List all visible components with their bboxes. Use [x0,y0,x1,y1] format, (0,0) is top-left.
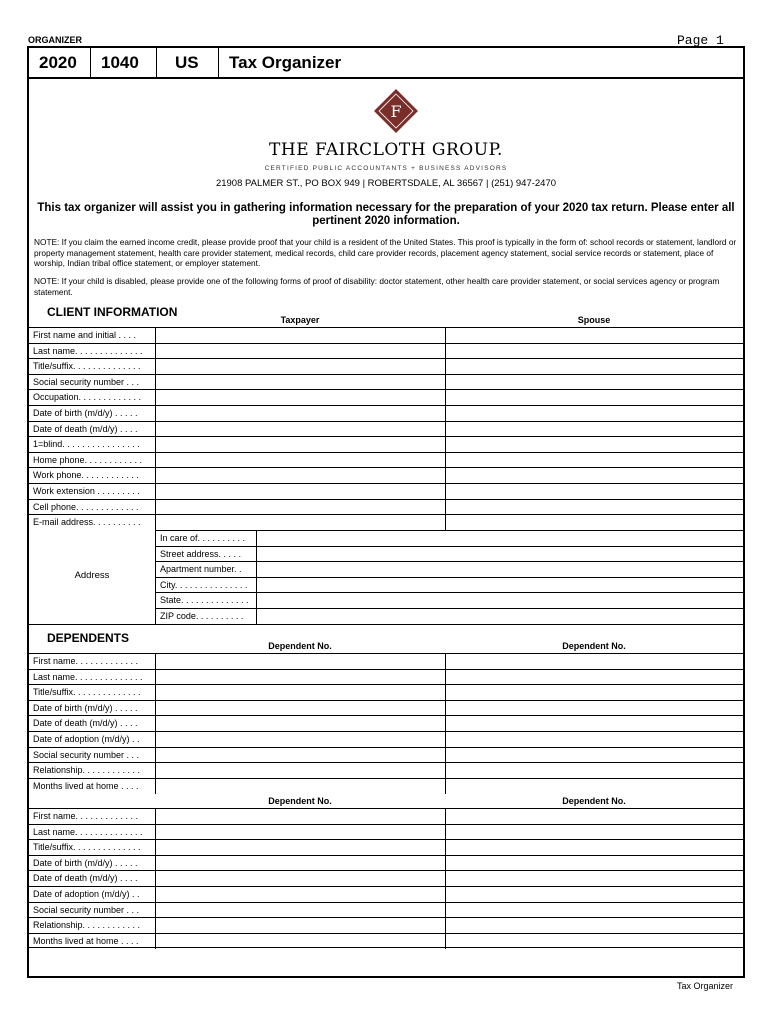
address-row [155,530,743,546]
form-row [29,917,743,933]
form-row [29,653,743,669]
entry-field[interactable] [155,468,445,484]
entry-field[interactable] [155,375,445,391]
entry-field[interactable] [445,437,743,453]
entry-field[interactable] [445,763,743,779]
form-row [29,684,743,700]
form-row [29,499,743,515]
row-label: Work extension . . . . . . . . . [33,486,140,496]
organizer-frame [27,46,745,978]
entry-field[interactable] [445,515,743,531]
row-label: Title/suffix. . . . . . . . . . . . . . [33,687,141,698]
form-row [29,700,743,716]
address-row [155,592,743,608]
row-label: Date of death (m/d/y) . . . . [33,718,138,729]
entry-field[interactable] [155,654,445,670]
firm-address: 21908 PALMER ST., PO BOX 949 | ROBERTSDALE, AL 36567 | (251) 947-2470 [215,178,557,189]
row-label: Months lived at home . . . . [33,935,139,946]
dependent-a2-head: Dependent No. [562,641,626,651]
row-label: Social security number . . . [33,376,140,387]
entry-field[interactable] [155,359,445,375]
form-row [29,358,743,374]
entry-field[interactable] [155,748,445,764]
note-eic: NOTE: If you claim the earned income credit, please provide proof that your child is a resident of the United States. This proof is typically in the form of: school records or statement, landlord or property management statement, health care provider statement, medical records, child care provider records, placement agency statement, social service records or statement, place of worship, Indian tribal office statement, or employer statement. [34,237,737,268]
entry-field[interactable] [445,468,743,484]
row-label: Last name. . . . . . . . . . . . . . [33,345,143,356]
address-row-label: ZIP code. . . . . . . . . . [160,611,244,621]
entry-field[interactable] [445,670,743,686]
intro-text [29,202,743,228]
header-title: Tax Organizer [229,52,342,72]
form-row [29,762,743,778]
entry-field[interactable] [445,732,743,748]
header-year: 2020 [29,48,91,77]
form-row [29,483,743,499]
address-row-label: In care of. . . . . . . . . . [160,533,246,543]
row-label: Last name. . . . . . . . . . . . . . [33,826,143,837]
row-label: Social security number . . . [33,749,140,760]
form-row [29,870,743,886]
address-row [155,561,743,577]
entry-field[interactable] [445,375,743,391]
entry-field[interactable] [155,918,445,934]
entry-field[interactable] [445,809,743,825]
entry-field[interactable] [155,685,445,701]
form-row [29,374,743,390]
address-entry-field[interactable] [256,531,744,547]
entry-field[interactable] [155,500,445,516]
page-number: Page 1 [677,33,724,48]
row-label: Relationship. . . . . . . . . . . . [33,765,141,776]
entry-field[interactable] [445,484,743,500]
row-label: Date of adoption (m/d/y) . . [33,889,140,899]
form-row [29,405,743,421]
firm-name: THE FAIRCLOTH GROUP. [269,140,503,160]
entry-field[interactable] [155,390,445,406]
row-label: Months lived at home . . . . [33,780,139,791]
address-row-label: Apartment number. . [160,564,242,575]
form-row [29,467,743,483]
entry-field[interactable] [445,453,743,469]
row-label: Work phone. . . . . . . . . . . . [33,470,139,481]
bottom-rule [29,947,743,948]
logo-letter: F [390,102,402,121]
entry-field[interactable] [155,887,445,903]
row-label: Occupation. . . . . . . . . . . . . [33,392,142,403]
form-row [29,886,743,902]
taxpayer-column-head: Taxpayer [280,315,320,325]
dependent-b1-head: Dependent No. [268,796,332,806]
row-label: First name. . . . . . . . . . . . . [33,811,139,821]
address-entry-field[interactable] [256,593,744,609]
spouse-column-head: Spouse [577,315,611,325]
address-entry-field[interactable] [256,547,744,563]
address-row [155,608,743,624]
entry-field[interactable] [445,359,743,375]
entry-field[interactable] [445,500,743,516]
row-label: Social security number . . . [33,904,140,915]
row-label: Date of birth (m/d/y) . . . . . [33,857,138,868]
address-bottom-rule [29,624,743,625]
entry-field[interactable] [155,422,445,438]
entry-field[interactable] [155,840,445,856]
entry-field[interactable] [155,763,445,779]
address-entry-field[interactable] [256,562,744,578]
form-row [29,824,743,840]
entry-field[interactable] [445,748,743,764]
form-row [29,731,743,747]
dependent-b2-head: Dependent No. [562,796,626,806]
row-label: Relationship. . . . . . . . . . . . [33,920,141,931]
entry-field[interactable] [445,701,743,717]
entry-field[interactable] [445,903,743,919]
header-row [29,48,743,79]
address-entry-field[interactable] [256,578,744,594]
entry-field[interactable] [155,701,445,717]
form-label: ORGANIZER [28,35,82,45]
entry-field[interactable] [155,328,445,344]
footer-label: Tax Organizer [677,981,734,991]
address-row-label: City. . . . . . . . . . . . . . . [160,579,248,590]
row-label: Title/suffix. . . . . . . . . . . . . . [33,842,141,853]
entry-field[interactable] [155,437,445,453]
form-row [29,855,743,871]
form-row [29,778,743,794]
form-row [29,421,743,437]
row-label: First name and initial . . . . [33,330,137,340]
header-form: 1040 [91,48,157,77]
row-label: 1=blind. . . . . . . . . . . . . . . . [33,439,140,450]
entry-field[interactable] [445,716,743,732]
entry-field[interactable] [155,856,445,872]
address-label: Address [74,570,110,581]
form-row [29,715,743,731]
entry-field[interactable] [155,670,445,686]
entry-field[interactable] [445,390,743,406]
entry-field[interactable] [445,779,743,795]
address-row [155,577,743,593]
form-row [29,902,743,918]
entry-field[interactable] [445,918,743,934]
form-row [29,514,743,530]
firm-tagline: CERTIFIED PUBLIC ACCOUNTANTS + BUSINESS ADVISORS [264,165,508,172]
entry-field[interactable] [445,825,743,841]
form-row [29,747,743,763]
entry-field[interactable] [445,856,743,872]
entry-field[interactable] [155,406,445,422]
entry-field[interactable] [155,825,445,841]
entry-field[interactable] [445,328,743,344]
entry-field[interactable] [155,903,445,919]
row-label: Date of adoption (m/d/y) . . [33,734,140,744]
entry-field[interactable] [445,344,743,360]
intro-paragraph: This tax organizer will assist you in gathering information necessary for the preparation of your 2020 tax return. Please enter all pertinent 2020 information. [37,202,735,227]
form-row [29,389,743,405]
row-label: Date of death (m/d/y) . . . . [33,873,138,884]
entry-field[interactable] [155,809,445,825]
note-disability: NOTE: If your child is disabled, please provide one of the following forms of proof of disability: doctor statement, other health care provider statement, or social services agency or program statement. [34,276,720,297]
entry-field[interactable] [445,685,743,701]
entry-field[interactable] [155,732,445,748]
entry-field[interactable] [155,515,445,531]
row-label: Date of birth (m/d/y) . . . . . [33,408,138,418]
form-row [29,669,743,685]
address-row [155,546,743,562]
row-label: Date of birth (m/d/y) . . . . . [33,702,138,713]
form-row [29,436,743,452]
entry-field[interactable] [155,344,445,360]
form-row [29,343,743,359]
entry-field[interactable] [445,887,743,903]
entry-field[interactable] [155,716,445,732]
form-row [29,452,743,468]
row-label: E-mail address. . . . . . . . . . [33,517,141,528]
row-label: Date of death (m/d/y) . . . . [33,423,138,434]
row-label: Home phone. . . . . . . . . . . . [33,454,143,465]
address-row-label: State. . . . . . . . . . . . . . [160,595,249,606]
header-country: US [157,48,219,77]
row-label: Title/suffix. . . . . . . . . . . . . . [33,361,141,372]
entry-field[interactable] [155,871,445,887]
entry-field[interactable] [445,654,743,670]
client-info-title: CLIENT INFORMATION [47,305,178,319]
row-label: Cell phone. . . . . . . . . . . . . [33,501,139,512]
form-row [29,839,743,855]
entry-field[interactable] [155,484,445,500]
address-row-label: Street address. . . . . [160,548,242,559]
entry-field[interactable] [445,406,743,422]
entry-field[interactable] [155,453,445,469]
address-entry-field[interactable] [256,609,744,625]
form-row [29,327,743,343]
form-row [29,808,743,824]
entry-field[interactable] [445,840,743,856]
entry-field[interactable] [445,871,743,887]
entry-field[interactable] [155,779,445,795]
dependent-a1-head: Dependent No. [268,641,332,651]
firm-logo-icon [373,88,419,134]
dependents-title: DEPENDENTS [47,631,130,645]
row-label: First name. . . . . . . . . . . . . [33,656,139,666]
entry-field[interactable] [445,422,743,438]
row-label: Last name. . . . . . . . . . . . . . [33,671,143,682]
